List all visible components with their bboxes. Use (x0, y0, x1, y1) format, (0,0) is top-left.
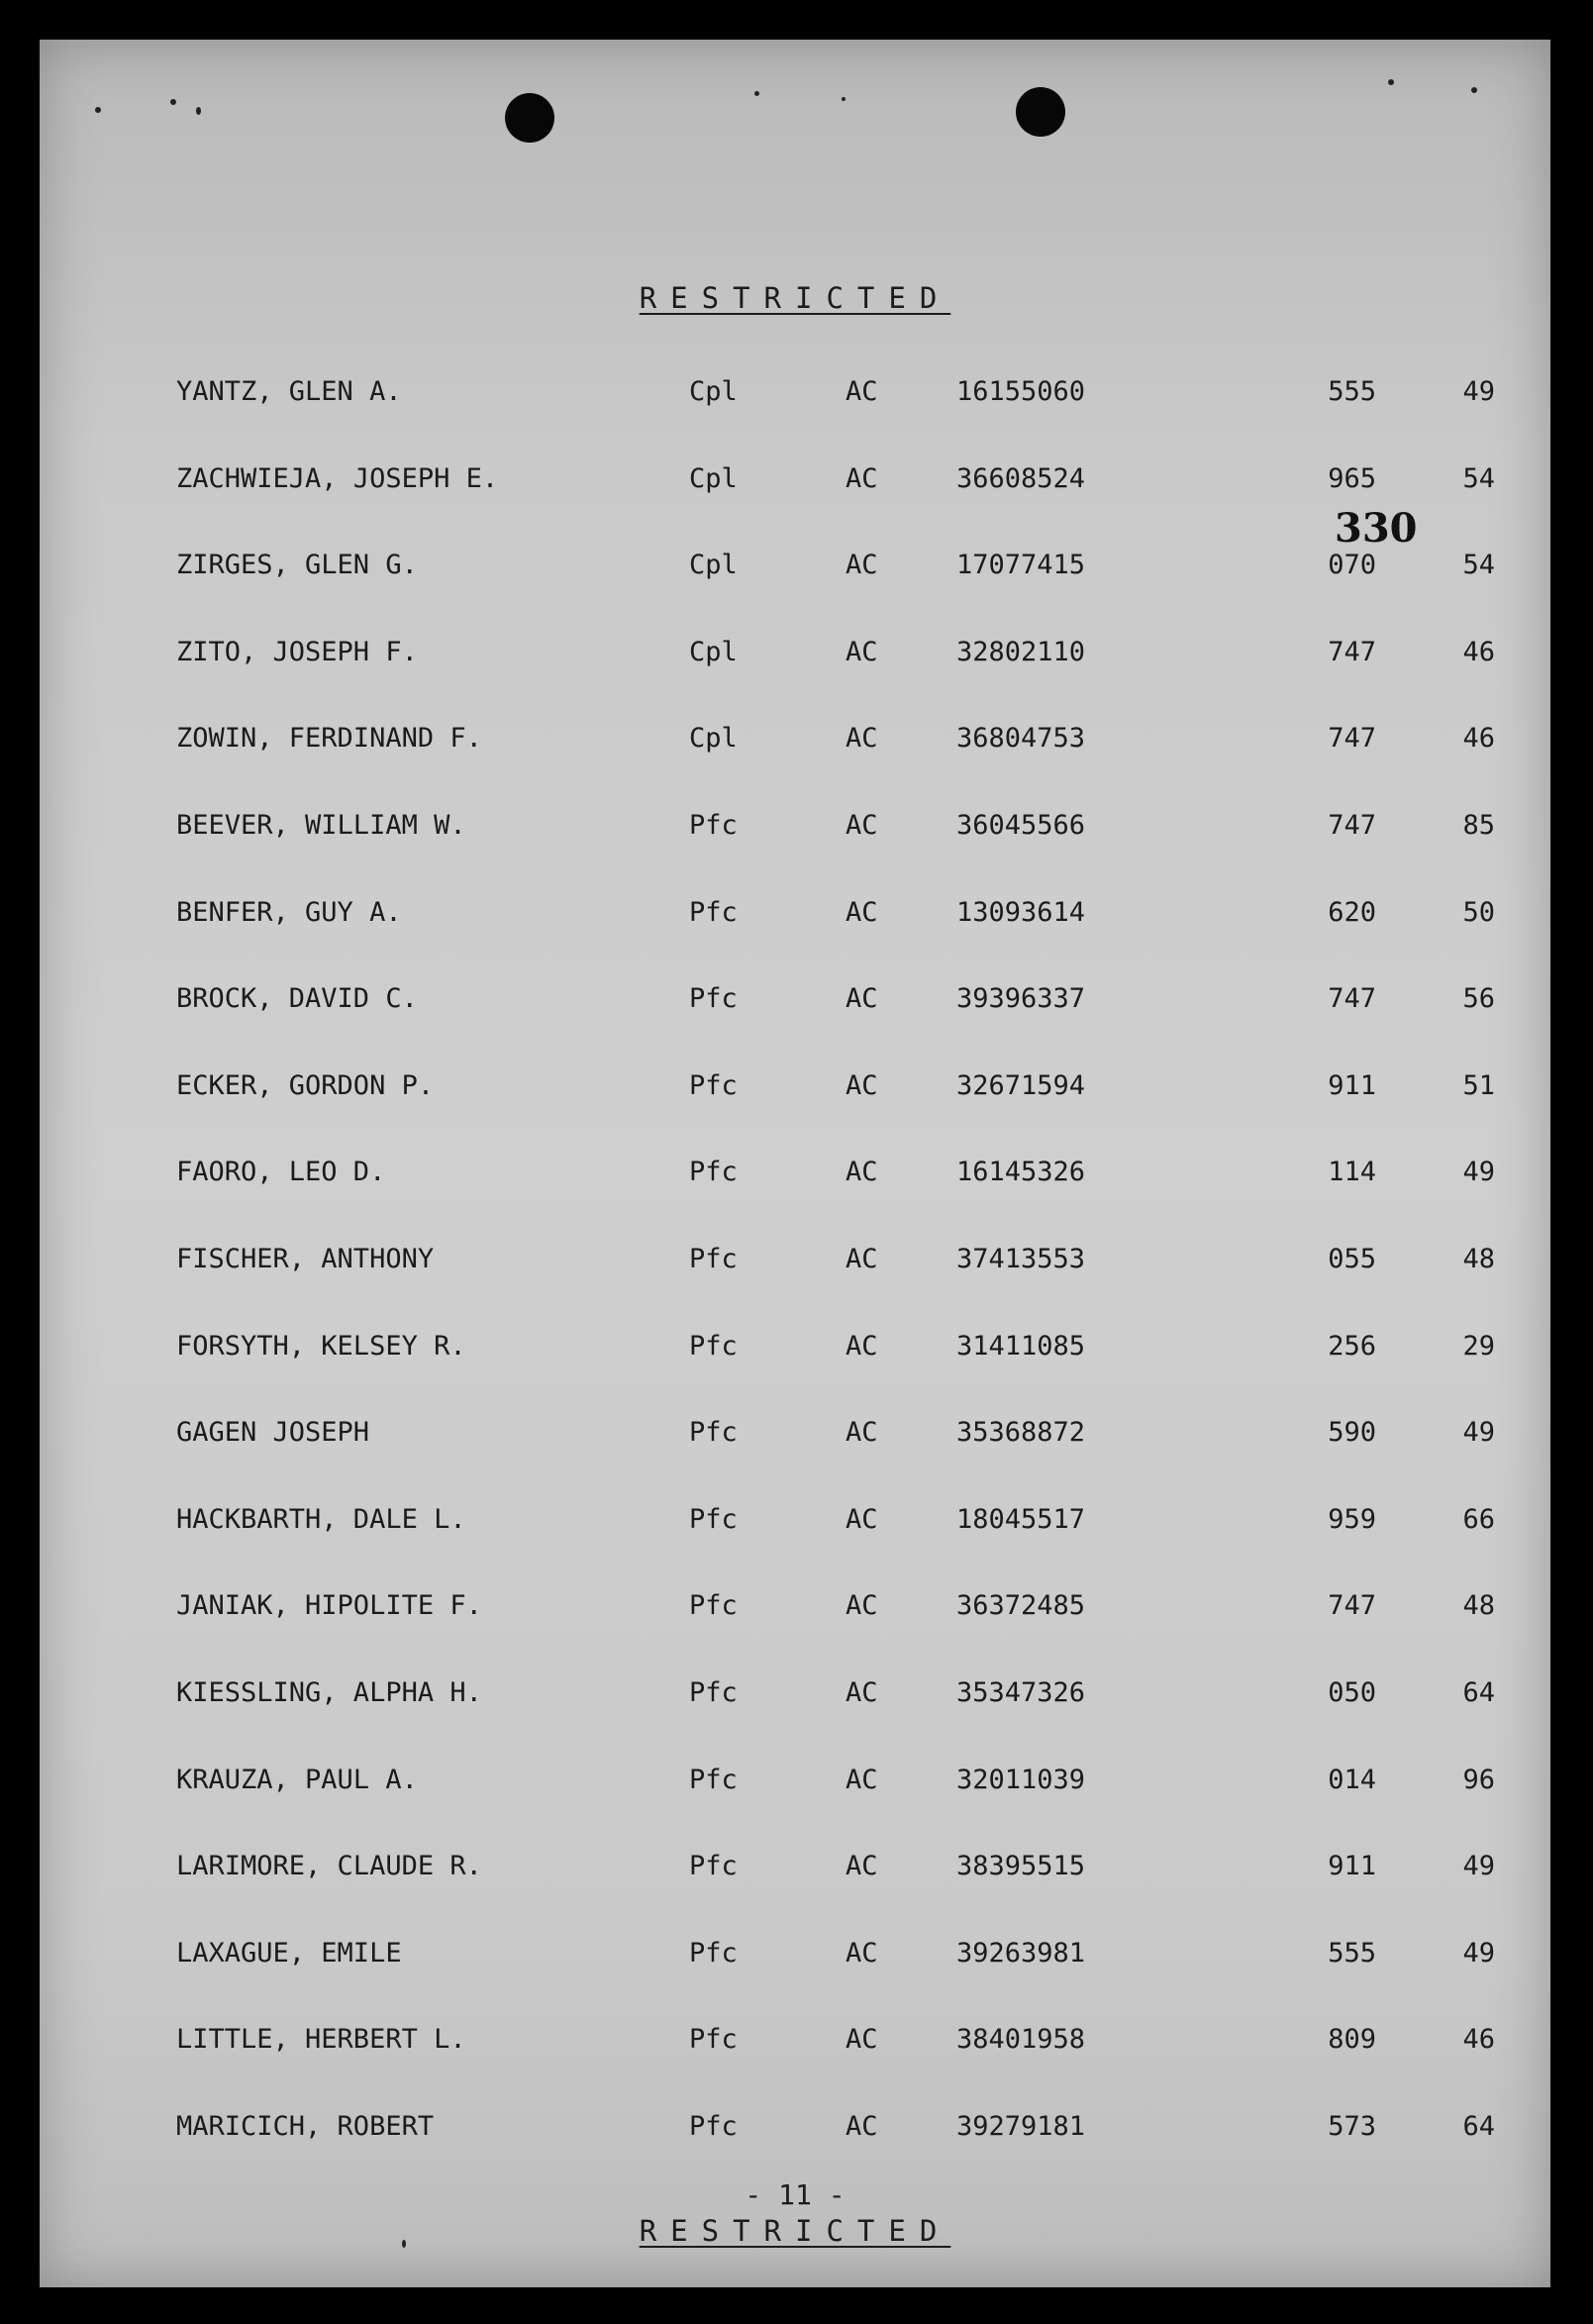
roster-code: 070 (1328, 550, 1376, 580)
roster-serial-number: 16145326 (956, 1157, 1086, 1187)
roster-name: MARICICH, ROBERT (176, 2111, 435, 2142)
roster-serial-number: 31411085 (956, 1331, 1086, 1362)
ink-speck (1388, 79, 1394, 85)
roster-serial-number: 36804753 (956, 723, 1086, 754)
roster-arm: AC (846, 1677, 878, 1708)
roster-name: ZACHWIEJA, JOSEPH E. (176, 463, 499, 494)
roster-serial-number: 16155060 (956, 376, 1086, 407)
roster-code: 747 (1328, 810, 1376, 841)
roster-arm: AC (846, 1504, 878, 1535)
roster-serial-number: 32802110 (956, 637, 1086, 667)
roster-code: 747 (1328, 637, 1376, 667)
roster-arm: AC (846, 1765, 878, 1795)
roster-grade: Pfc (689, 1938, 738, 1969)
roster-grade: Cpl (689, 637, 738, 667)
roster-score: 46 (1462, 2024, 1495, 2055)
roster-score: 64 (1462, 1677, 1495, 1708)
roster-arm: AC (846, 983, 878, 1014)
roster-name: ZIRGES, GLEN G. (176, 550, 418, 580)
roster-grade: Cpl (689, 723, 738, 754)
roster-row (40, 723, 1550, 762)
roster-serial-number: 18045517 (956, 1504, 1086, 1535)
roster-score: 51 (1462, 1070, 1495, 1101)
roster-grade: Pfc (689, 1331, 738, 1362)
ink-speck (754, 91, 759, 96)
roster-grade: Cpl (689, 376, 738, 407)
roster-arm: AC (846, 1851, 878, 1881)
punch-hole-right (1016, 87, 1065, 137)
page-stamp-number: 330 (1335, 505, 1418, 552)
roster-code: 747 (1328, 723, 1376, 754)
roster-grade: Pfc (689, 1504, 738, 1535)
roster-serial-number: 13093614 (956, 897, 1086, 928)
roster-arm: AC (846, 1070, 878, 1101)
roster-serial-number: 32671594 (956, 1070, 1086, 1101)
roster-name: KRAUZA, PAUL A. (176, 1765, 418, 1795)
roster-score: 46 (1462, 723, 1495, 754)
roster-name: ZITO, JOSEPH F. (176, 637, 418, 667)
roster-code: 620 (1328, 897, 1376, 928)
roster-score: 66 (1462, 1504, 1495, 1535)
roster-arm: AC (846, 897, 878, 928)
roster-name: FAORO, LEO D. (176, 1157, 386, 1187)
roster-grade: Pfc (689, 1851, 738, 1881)
roster-arm: AC (846, 1331, 878, 1362)
roster-grade: Pfc (689, 2111, 738, 2142)
roster-row (40, 637, 1550, 676)
roster-row (40, 1417, 1550, 1457)
roster-row (40, 1938, 1550, 1977)
roster-code: 747 (1328, 1590, 1376, 1621)
roster-serial-number: 39396337 (956, 983, 1086, 1014)
roster-grade: Cpl (689, 550, 738, 580)
roster-name: ZOWIN, FERDINAND F. (176, 723, 482, 754)
roster-row (40, 1677, 1550, 1717)
roster-code: 114 (1328, 1157, 1376, 1187)
roster-arm: AC (846, 1157, 878, 1187)
roster-name: LITTLE, HERBERT L. (176, 2024, 466, 2055)
roster-score: 29 (1462, 1331, 1495, 1362)
roster-row (40, 550, 1550, 589)
roster-grade: Pfc (689, 983, 738, 1014)
roster-arm: AC (846, 1417, 878, 1448)
roster-grade: Pfc (689, 810, 738, 841)
roster-serial-number: 17077415 (956, 550, 1086, 580)
roster-serial-number: 32011039 (956, 1765, 1086, 1795)
ink-speck (1471, 87, 1477, 93)
roster-arm: AC (846, 723, 878, 754)
roster-score: 64 (1462, 2111, 1495, 2142)
roster-score: 49 (1462, 1851, 1495, 1881)
roster-name: JANIAK, HIPOLITE F. (176, 1590, 482, 1621)
roster-code: 959 (1328, 1504, 1376, 1535)
roster-arm: AC (846, 463, 878, 494)
roster-grade: Pfc (689, 1417, 738, 1448)
roster-grade: Pfc (689, 2024, 738, 2055)
roster-name: LAXAGUE, EMILE (176, 1938, 402, 1969)
roster-serial-number: 39263981 (956, 1938, 1086, 1969)
roster-row (40, 1244, 1550, 1283)
roster-grade: Pfc (689, 1590, 738, 1621)
roster-serial-number: 38395515 (956, 1851, 1086, 1881)
roster-code: 055 (1328, 1244, 1376, 1274)
roster-name: YANTZ, GLEN A. (176, 376, 402, 407)
roster-score: 48 (1462, 1590, 1495, 1621)
ink-speck (170, 99, 176, 105)
roster-arm: AC (846, 376, 878, 407)
roster-serial-number: 37413553 (956, 1244, 1086, 1274)
roster-code: 590 (1328, 1417, 1376, 1448)
ink-speck (95, 107, 101, 113)
roster-score: 56 (1462, 983, 1495, 1014)
roster-score: 48 (1462, 1244, 1495, 1274)
roster-score: 54 (1462, 550, 1495, 580)
roster-name: GAGEN JOSEPH (176, 1417, 370, 1448)
roster-name: FISCHER, ANTHONY (176, 1244, 435, 1274)
roster-code: 555 (1328, 1938, 1376, 1969)
roster-serial-number: 38401958 (956, 2024, 1086, 2055)
roster-row (40, 1765, 1550, 1804)
roster-serial-number: 36608524 (956, 463, 1086, 494)
roster-name: BENFER, GUY A. (176, 897, 402, 928)
roster-row (40, 897, 1550, 937)
roster-grade: Pfc (689, 1765, 738, 1795)
roster-row (40, 463, 1550, 503)
punch-hole-left (505, 93, 554, 143)
roster-row (40, 1504, 1550, 1544)
roster-grade: Pfc (689, 1157, 738, 1187)
roster-row (40, 2024, 1550, 2064)
roster-arm: AC (846, 1938, 878, 1969)
roster-code: 050 (1328, 1677, 1376, 1708)
roster-grade: Cpl (689, 463, 738, 494)
roster-grade: Pfc (689, 1677, 738, 1708)
roster-code: 573 (1328, 2111, 1376, 2142)
roster-row (40, 2111, 1550, 2151)
roster-arm: AC (846, 810, 878, 841)
roster-serial-number: 36045566 (956, 810, 1086, 841)
roster-arm: AC (846, 2111, 878, 2142)
roster-score: 49 (1462, 376, 1495, 407)
ink-speck (842, 97, 846, 101)
roster-arm: AC (846, 1590, 878, 1621)
roster-score: 49 (1462, 1417, 1495, 1448)
roster-name: BROCK, DAVID C. (176, 983, 418, 1014)
roster-name: HACKBARTH, DALE L. (176, 1504, 466, 1535)
roster-row (40, 1590, 1550, 1630)
page-number: - 11 - (745, 2178, 846, 2211)
roster-score: 49 (1462, 1938, 1495, 1969)
roster-grade: Pfc (689, 1244, 738, 1274)
roster-score: 46 (1462, 637, 1495, 667)
roster-grade: Pfc (689, 897, 738, 928)
roster-code: 911 (1328, 1851, 1376, 1881)
roster-name: BEEVER, WILLIAM W. (176, 810, 466, 841)
roster-serial-number: 36372485 (956, 1590, 1086, 1621)
footer-classification: RESTRICTED (639, 2214, 951, 2248)
roster-name: ECKER, GORDON P. (176, 1070, 435, 1101)
roster-arm: AC (846, 1244, 878, 1274)
roster-serial-number: 35368872 (956, 1417, 1086, 1448)
roster-code: 555 (1328, 376, 1376, 407)
roster-arm: AC (846, 2024, 878, 2055)
roster-name: KIESSLING, ALPHA H. (176, 1677, 482, 1708)
roster-serial-number: 39279181 (956, 2111, 1086, 2142)
roster-row (40, 1070, 1550, 1110)
roster-code: 256 (1328, 1331, 1376, 1362)
roster-row (40, 1331, 1550, 1370)
roster-name: LARIMORE, CLAUDE R. (176, 1851, 482, 1881)
roster-score: 49 (1462, 1157, 1495, 1187)
roster-row (40, 1157, 1550, 1196)
document-page (40, 40, 1550, 2287)
roster-code: 014 (1328, 1765, 1376, 1795)
roster-code: 911 (1328, 1070, 1376, 1101)
roster-score: 50 (1462, 897, 1495, 928)
header-classification: RESTRICTED (639, 281, 951, 315)
roster-score: 96 (1462, 1765, 1495, 1795)
roster-serial-number: 35347326 (956, 1677, 1086, 1708)
roster-code: 747 (1328, 983, 1376, 1014)
roster-arm: AC (846, 637, 878, 667)
roster-grade: Pfc (689, 1070, 738, 1101)
roster-row (40, 1851, 1550, 1890)
roster-row (40, 376, 1550, 416)
roster-score: 54 (1462, 463, 1495, 494)
roster-row (40, 983, 1550, 1023)
roster-code: 809 (1328, 2024, 1376, 2055)
roster-arm: AC (846, 550, 878, 580)
ink-speck (196, 107, 201, 115)
roster-score: 85 (1462, 810, 1495, 841)
roster-name: FORSYTH, KELSEY R. (176, 1331, 466, 1362)
roster-code: 965 (1328, 463, 1376, 494)
roster-row (40, 810, 1550, 850)
